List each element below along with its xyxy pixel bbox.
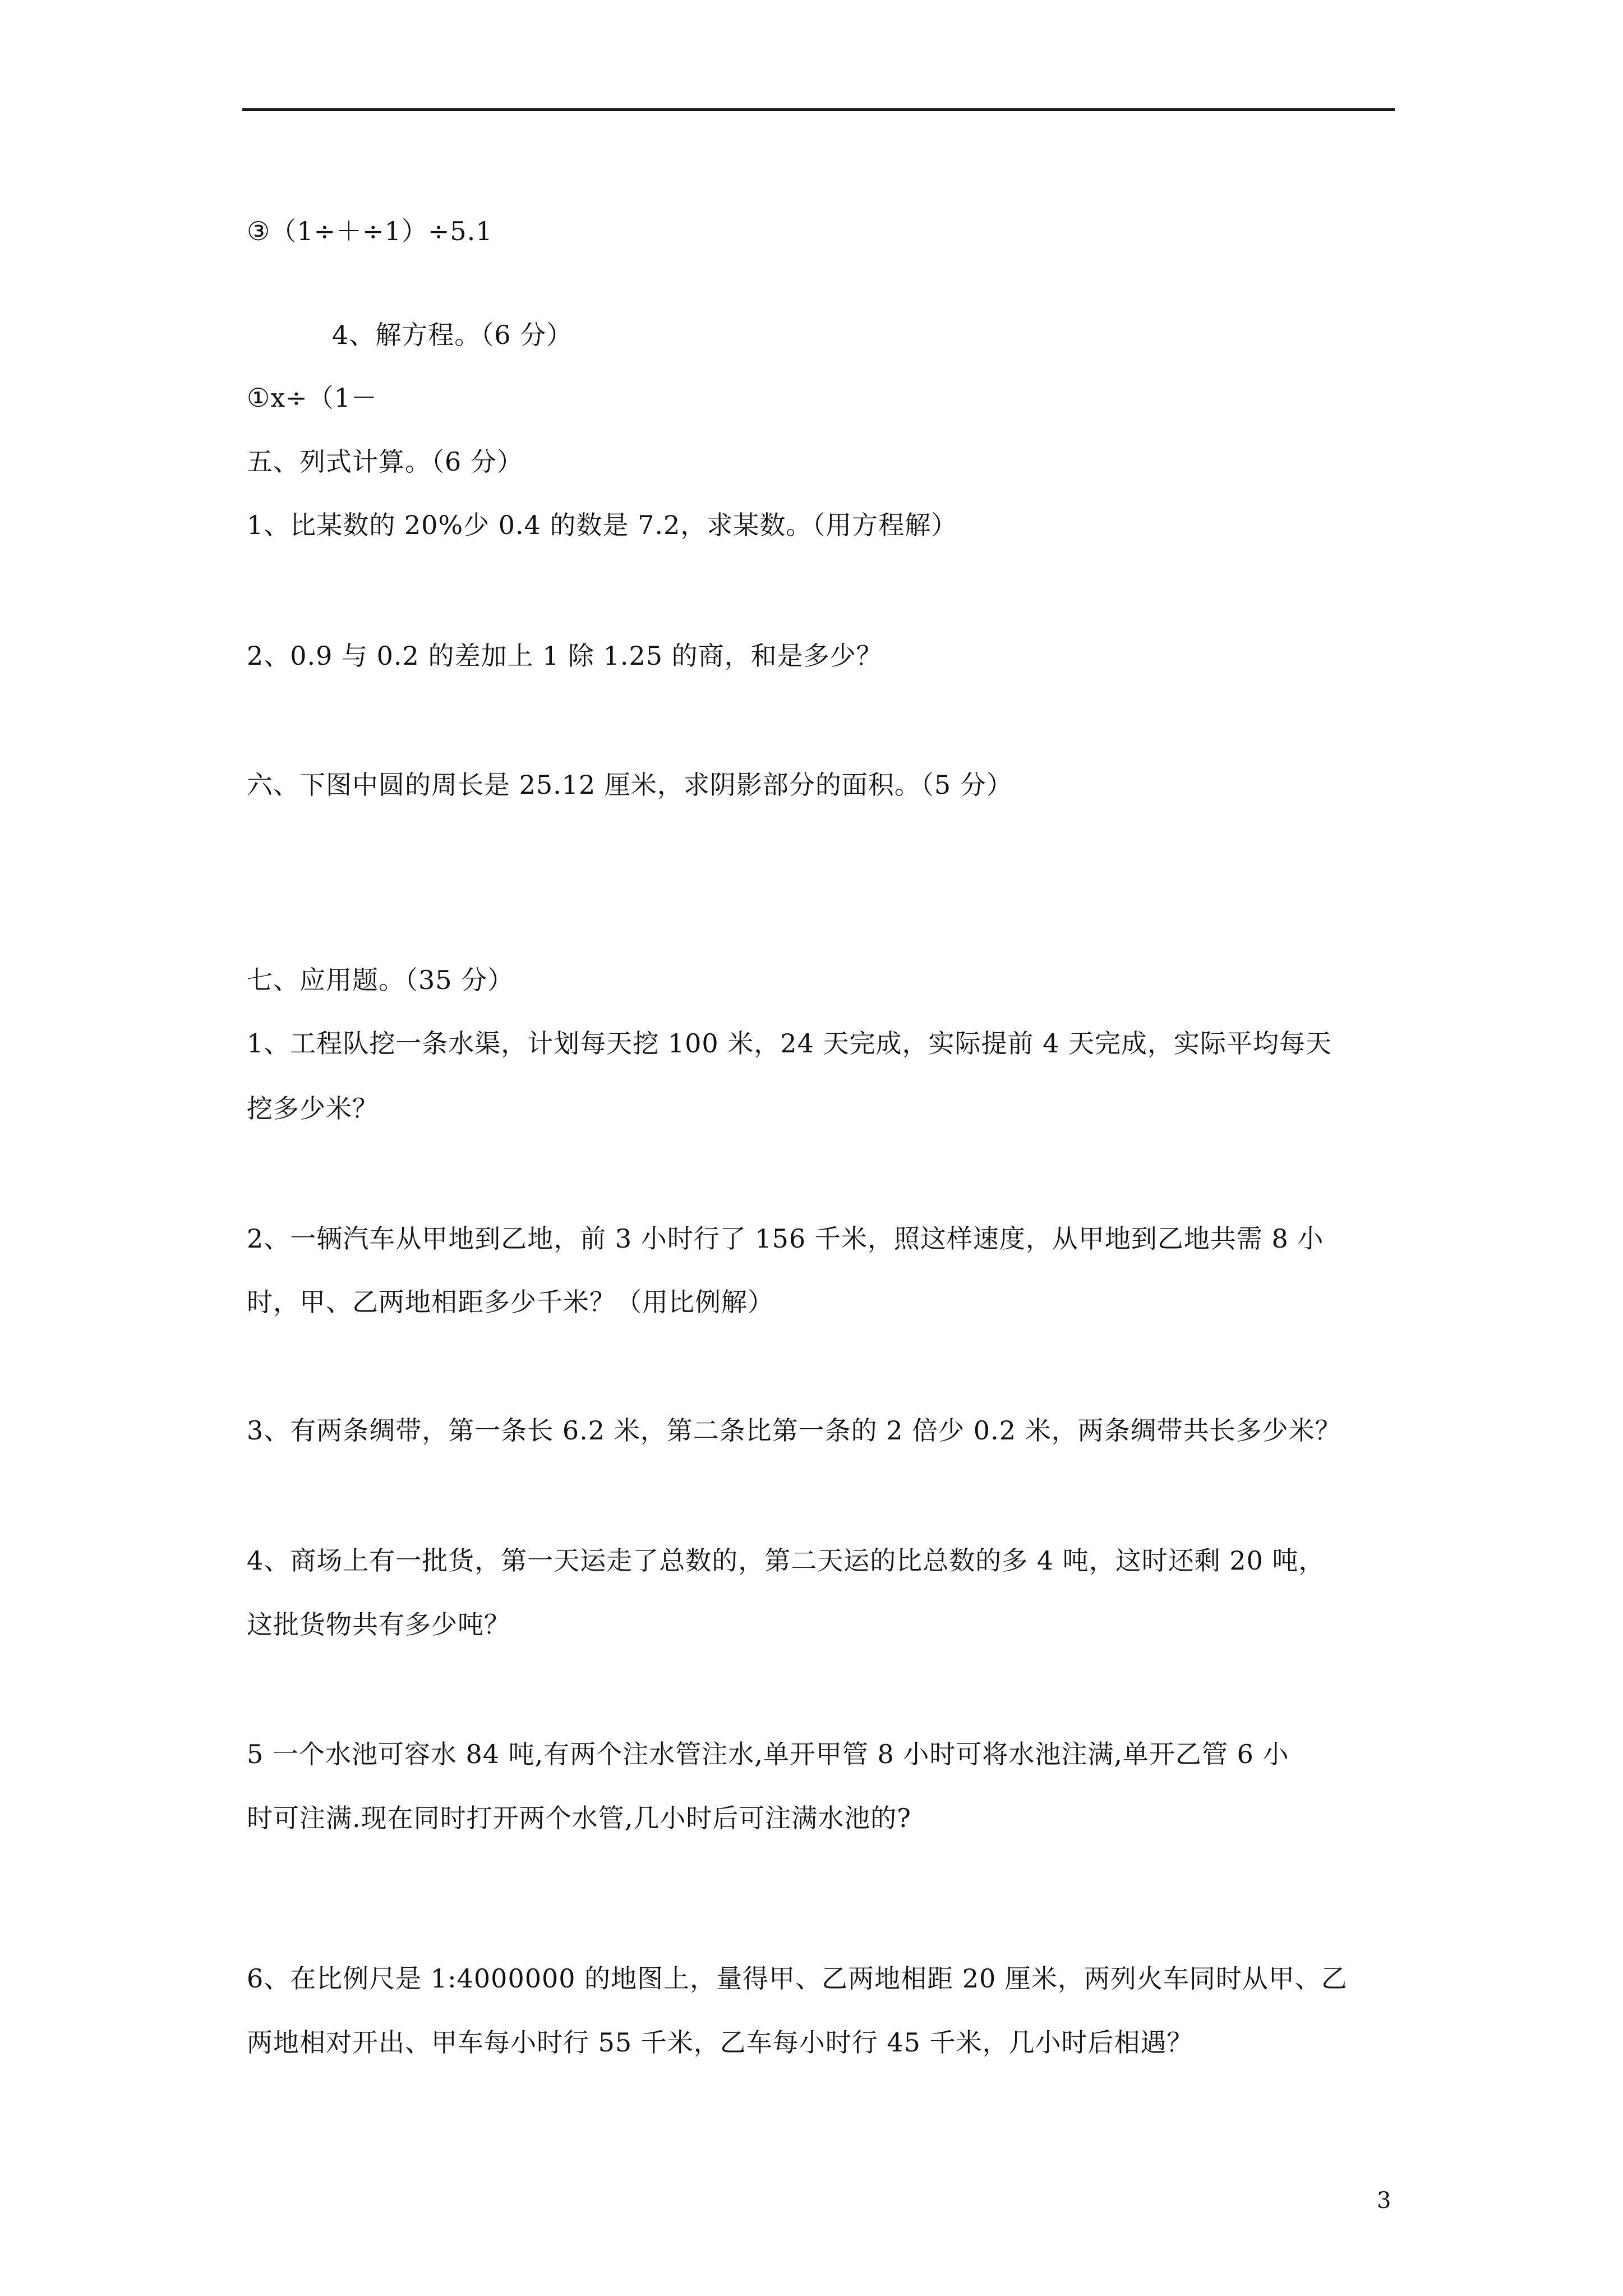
problem-6-line-1: 6、在比例尺是 1:4000000 的地图上，量得甲、乙两地相距 20 厘米，两列火车同时从甲、乙	[247, 1963, 1348, 1994]
page-number: 3	[1377, 2188, 1391, 2214]
problem-1-line-1: 1、工程队挖一条水渠，计划每天挖 100 米，24 天完成，实际提前 4 天完成，实际平均每天	[247, 1028, 1332, 1059]
problem-2-line-1: 2、一辆汽车从甲地到乙地，前 3 小时行了 156 千米，照这样速度，从甲地到乙地共需 8 小	[247, 1223, 1324, 1254]
section-5-question-1: 1、比某数的 20%少 0.4 的数是 7.2，求某数。（用方程解）	[247, 510, 958, 540]
calc-item-3: ③（1÷＋÷1）÷5.1	[247, 216, 493, 246]
problem-4-line-2: 这批货物共有多少吨？	[247, 1609, 510, 1640]
header-rule	[242, 108, 1395, 111]
section-5-question-2: 2、0.9 与 0.2 的差加上 1 除 1.25 的商，和是多少？	[247, 641, 883, 671]
section-5-heading: 五、列式计算。（6 分）	[247, 447, 523, 477]
problem-5-line-2: 时可注满.现在同时打开两个水管,几小时后可注满水池的?	[247, 1803, 911, 1833]
equation-item-1: ①x÷（1－	[247, 383, 377, 413]
problem-3: 3、有两条绸带，第一条长 6.2 米，第二条比第一条的 2 倍少 0.2 米，两条绸带共长多少米？	[247, 1415, 1341, 1446]
problem-5-line-1: 5 一个水池可容水 84 吨,有两个注水管注水,单开甲管 8 小时可将水池注满,单开乙管 6 小	[247, 1739, 1289, 1769]
problem-2-line-2: 时，甲、乙两地相距多少千米？（用比例解）	[247, 1287, 774, 1317]
section-7-heading: 七、应用题。（35 分）	[247, 965, 514, 995]
problem-4-line-1: 4、商场上有一批货，第一天运走了总数的，第二天运的比总数的多 4 吨，这时还剩 20 吨，	[247, 1545, 1325, 1576]
problem-1-line-2: 挖多少米？	[247, 1093, 379, 1124]
section-6-heading: 六、下图中圆的周长是 25.12 厘米，求阴影部分的面积。（5 分）	[247, 770, 1013, 800]
question-4-heading: 4、解方程。（6 分）	[332, 320, 573, 350]
problem-6-line-2: 两地相对开出、甲车每小时行 55 千米，乙车每小时行 45 千米，几小时后相遇？	[247, 2027, 1193, 2058]
